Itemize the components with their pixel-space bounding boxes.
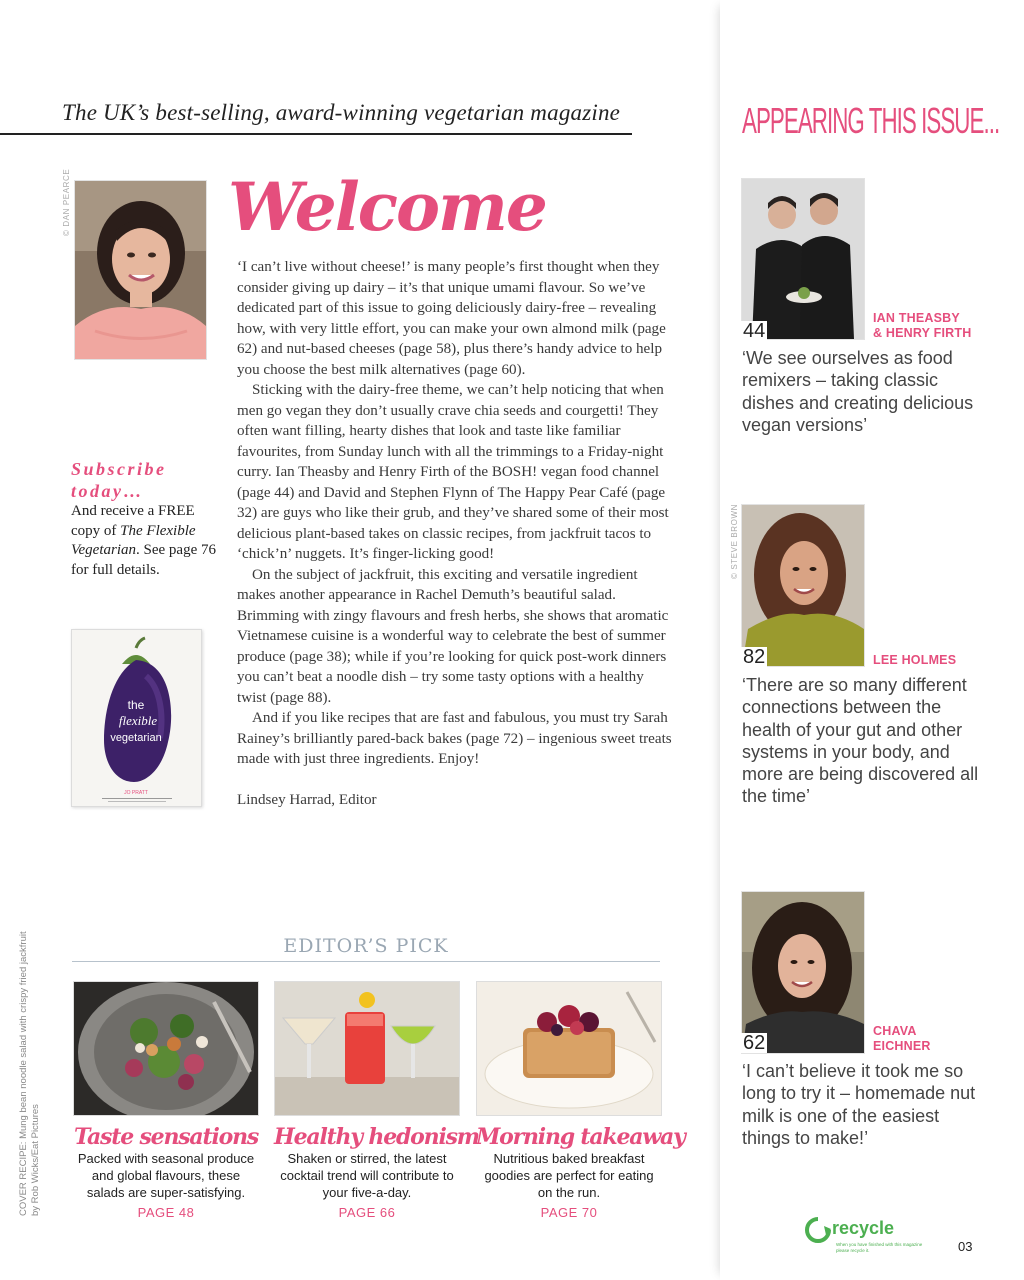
contributor-photo-credit: © STEVE BROWN [730, 503, 739, 579]
pick-item-breakfast[interactable] [476, 981, 685, 1220]
feature-page-number: 44 [743, 320, 766, 342]
pick-item-salads[interactable] [73, 981, 259, 1220]
tagline-divider [0, 133, 632, 135]
pick-description: Nutritious baked breakfast goodies are perfect for eating on the run. [484, 1151, 654, 1200]
letter-paragraph: And if you like recipes that are fast and fabulous, you must try Sarah Rainey’s brilliantly pared-back bakes (page 72) – ingenious sweet treats made with just three ingredients. Enjoy! [237, 710, 672, 767]
pick-title: Healthy hedonism [274, 1124, 479, 1150]
subscribe-promo [71, 458, 216, 580]
contributor-quote: ‘We see ourselves as food remixers – taking classic dishes and creating delicious vegan versions’ [742, 348, 974, 435]
book-word-vegetarian: vegetarian [110, 732, 162, 744]
pick-description: Shaken or stirred, the latest cocktail trend will contribute to your five-a-day. [280, 1151, 454, 1200]
recycle-logo [804, 1216, 924, 1260]
contributor-name: LEE HOLMES [873, 653, 957, 667]
appearing-heading: APPEARING THIS ISSUE... [742, 100, 1000, 141]
book-word-the: the [127, 698, 145, 712]
subscribe-text: And receive a FREE copy of The Flexible Vegetarian. See page 76 for full details. [71, 503, 216, 578]
book-author: JO PRATT [124, 790, 148, 796]
pick-description: Packed with seasonal produce and global flavours, these salads are super-satisfying. [77, 1151, 255, 1200]
pick-page-link[interactable]: PAGE 70 [540, 1205, 598, 1220]
recycle-icon [804, 1216, 832, 1244]
book-word-flexible: flexible [118, 713, 158, 728]
pick-page-link[interactable]: PAGE 48 [137, 1205, 195, 1220]
letter-paragraph: ‘I can’t live without cheese!’ is many people’s first thought when they consider giving up dairy – it’s that unique umami flavour. So we’ve dedicated part of this issue to going deliciously dairy-free – revealing how, with very little effort, you can make your own almond milk (page 62) and nut-based cheeses (page 58), plus there’s handy advice to help you choose the best milk alternatives (page 60). [237, 259, 666, 378]
book-cover [71, 629, 202, 807]
editor-photo-credit: © DAN PEARCE [62, 168, 71, 236]
editor-photo [74, 180, 207, 360]
letter-paragraph: Sticking with the dairy-free theme, we can’t help noticing that when men go vegan they don’t usually crave chia seeds and courgetti! They often want filling, hearty dishes that look and taste like familiar favourites, from Sunday lunch with all the trimmings to a Friday-night curry. Ian Theasby and Henry Firth of the BOSH! vegan food channel (page 44) and David and Stephen Flynn of The Happy Pear Café (page 32) are guys who like their grub, and they’ve shared some of their most delicious plant-based takes on classic recipes, from jackfruit tacos to ‘chick’n’ nuggets. It’s finger-licking good! [237, 382, 669, 562]
contributor-photo-lee-holmes [741, 504, 865, 667]
editors-pick-header [72, 935, 660, 962]
contributor-name: IAN THEASBY & HENRY FIRTH [873, 311, 972, 340]
pick-image-cocktails [274, 981, 460, 1116]
pick-image-salad [73, 981, 259, 1116]
recycle-word: recycle [832, 1218, 895, 1238]
contributor-name: CHAVA EICHNER [873, 1024, 931, 1053]
feature-page-number: 62 [743, 1032, 766, 1054]
cover-recipe-credit: COVER RECIPE: Mung bean noodle salad with crispy fried jackfruit by Rob Wicks/Eat Pictures [18, 931, 41, 1216]
contributor-photo-bosh [741, 178, 865, 340]
pick-title: Taste sensations [73, 1124, 259, 1150]
pick-image-breakfast [476, 981, 662, 1116]
welcome-heading: Welcome [228, 168, 546, 246]
pick-item-cocktails[interactable] [274, 981, 479, 1220]
letter-paragraph: On the subject of jackfruit, this exciting and versatile ingredient makes another appearance in Rachel Demuth’s beautiful salad. Brimming with zingy flavours and fresh herbs, she shows that aromatic Vietnamese cuisine is a wonderful way to celebrate the best of summer produce (page 38); while if you’re looking for quick post-work dinners you can’t beat a noodle dish – try some tasty options with a healthy twist (page 88). [237, 566, 669, 706]
contributor-quote: ‘I can’t believe it took me so long to try it – homemade nut milk is one of the easiest things to make!’ [742, 1061, 976, 1148]
contributor-photo-chava-eichner [741, 891, 865, 1054]
subscribe-title: Subscribe today… [71, 459, 167, 501]
editors-pick-divider [72, 961, 660, 962]
feature-page-number: 82 [743, 646, 766, 668]
editor-signoff: Lindsey Harrad, Editor [237, 791, 377, 808]
pick-page-link[interactable]: PAGE 66 [338, 1205, 396, 1220]
page-number: 03 [958, 1239, 973, 1254]
editors-pick-label: EDITOR’S PICK [283, 935, 449, 957]
contributor-quote: ‘There are so many different connections between the health of your gut and other systems in your body, and more are being discovered all the time’ [742, 675, 979, 807]
recycle-note: When you have finished with this magazine please recycle it. [836, 1242, 923, 1253]
pick-title: Morning takeaway [476, 1124, 685, 1150]
editor-letter [237, 257, 673, 810]
magazine-tagline: The UK’s best-selling, award-winning vegetarian magazine [62, 100, 621, 125]
